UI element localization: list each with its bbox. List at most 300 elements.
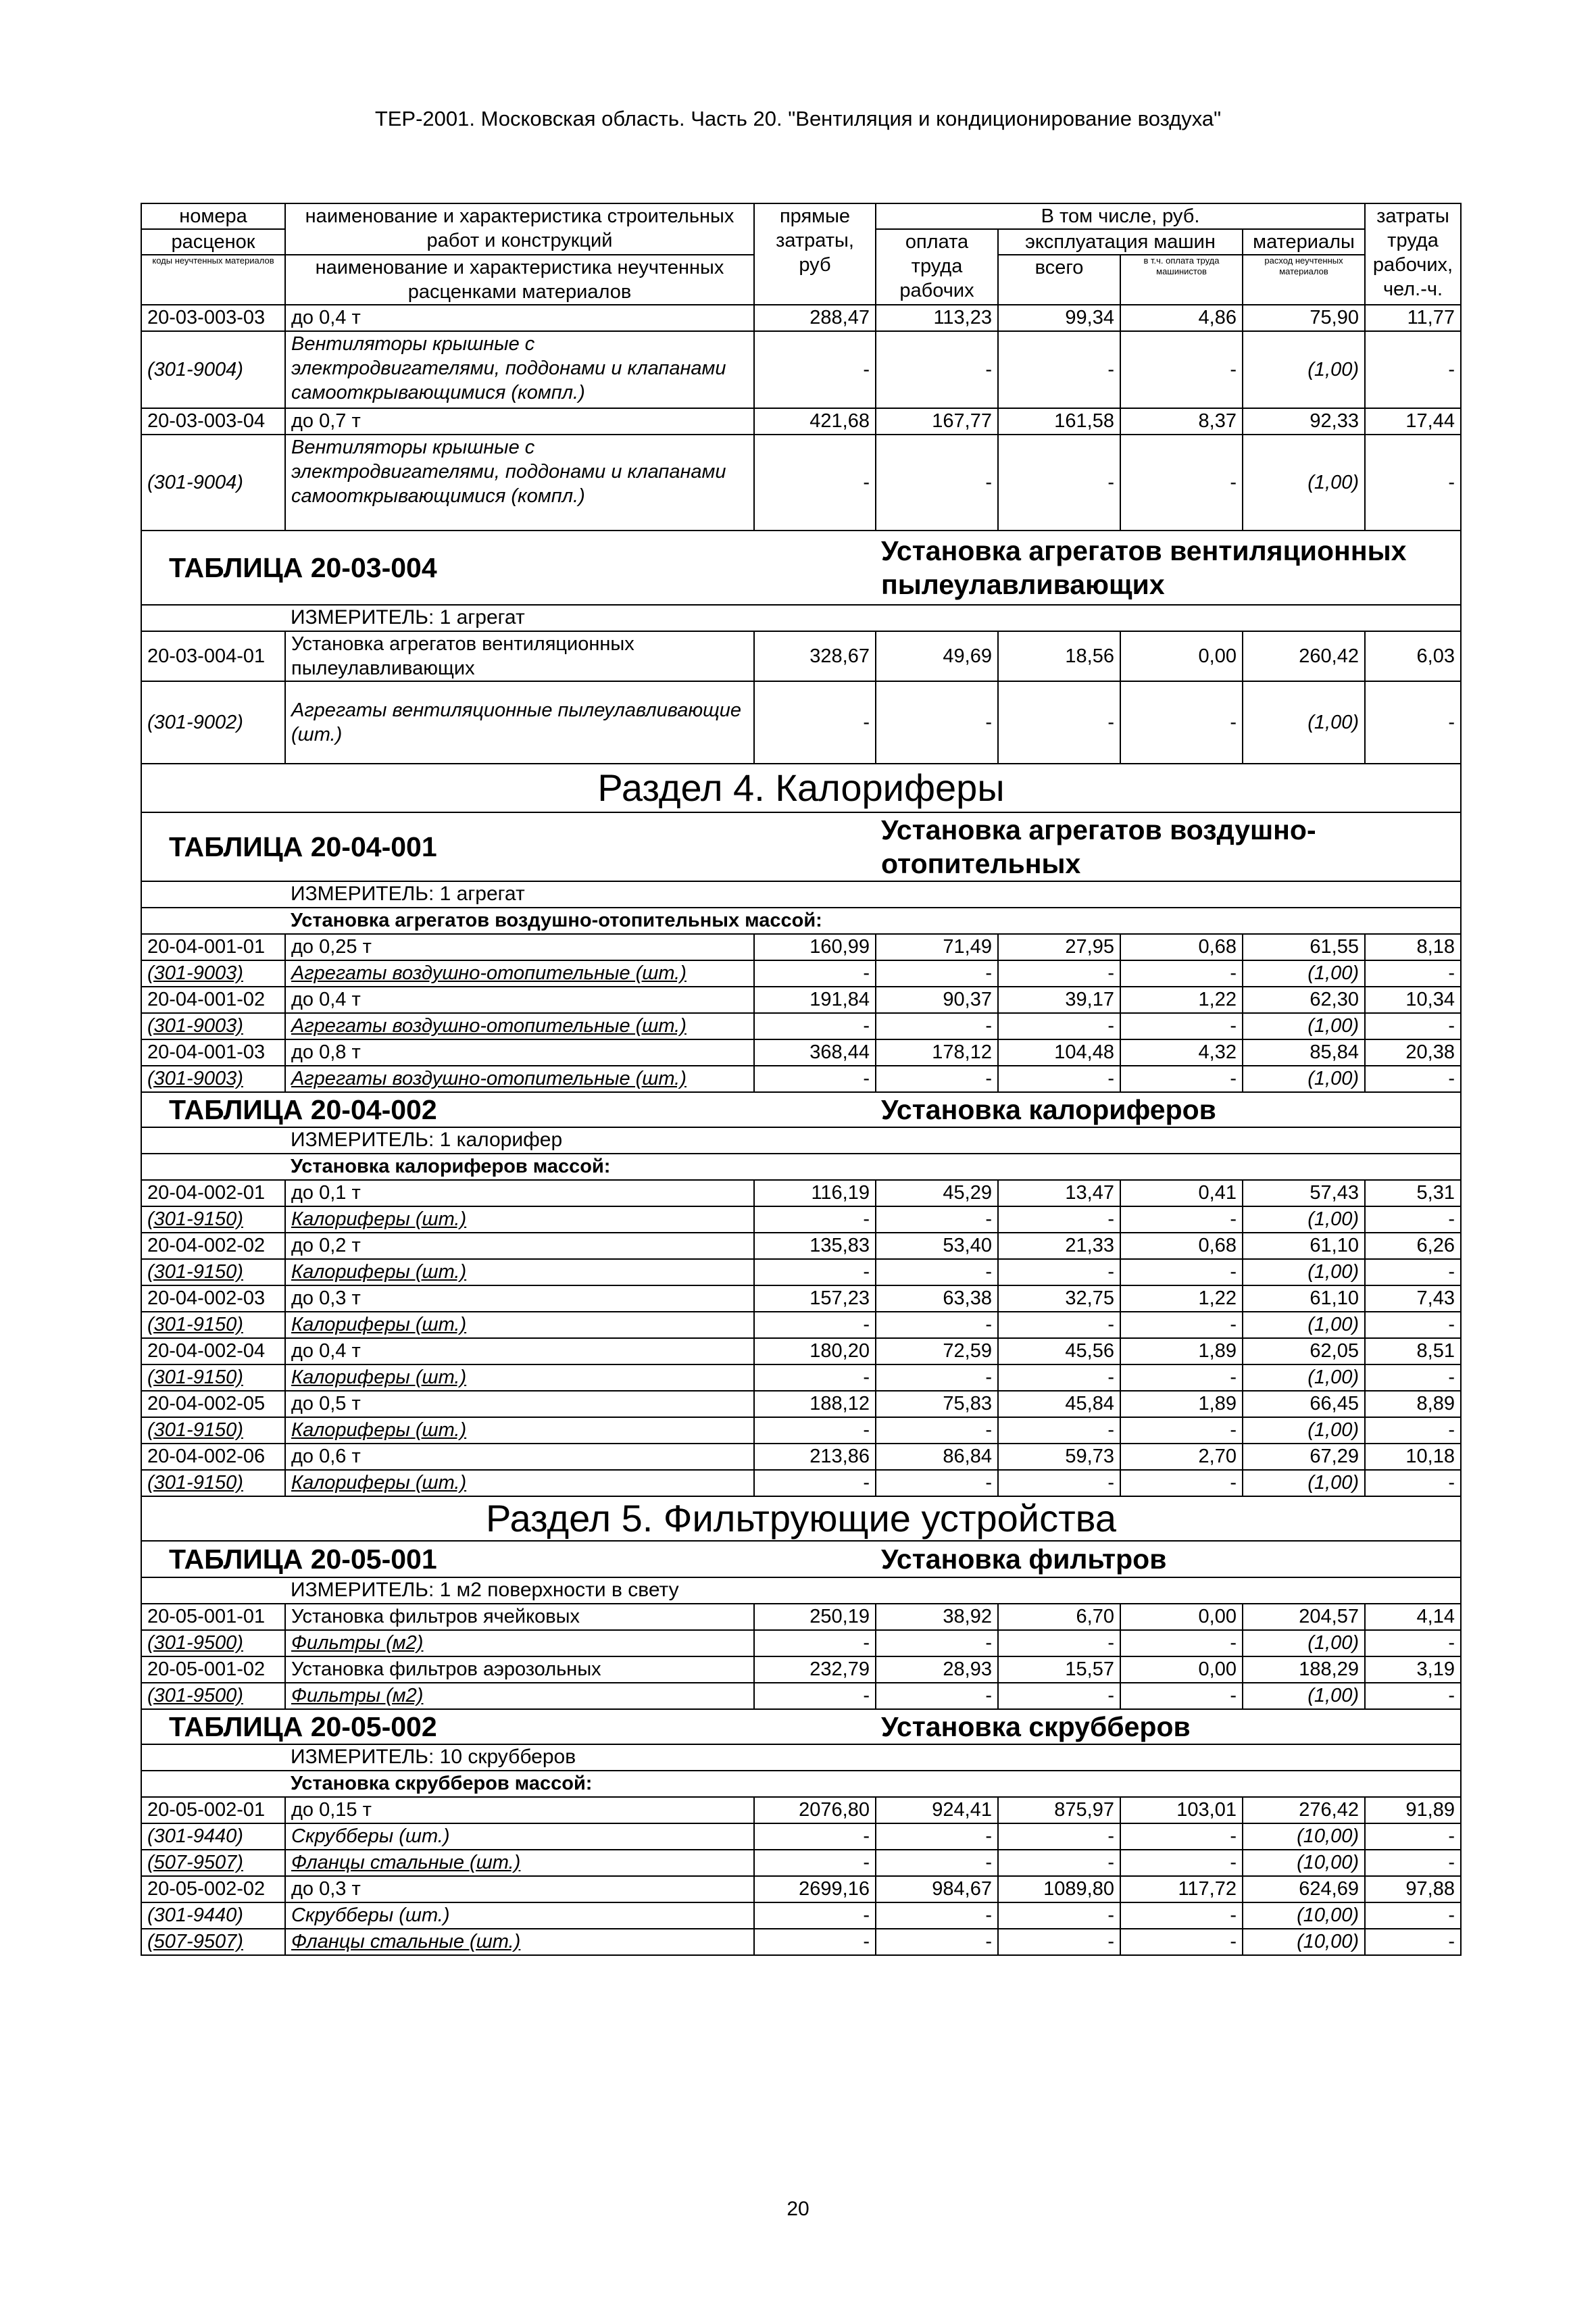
- table-cell: Фланцы стальные (шт.): [285, 1850, 754, 1876]
- table-cell: 7,43: [1365, 1285, 1461, 1312]
- col-labor-cost: затраты труда рабочих, чел.-ч.: [1365, 203, 1461, 305]
- material-row: [141, 1312, 1461, 1338]
- table-cell: (301-9440): [141, 1902, 285, 1929]
- table-cell: 20-03-004-01: [141, 631, 285, 681]
- rate-row: [141, 1604, 1461, 1630]
- table-cell: Вентиляторы крышные с электродвигателями, поддонами и клапанами самооткрывающимися (компл.): [285, 435, 754, 531]
- table-caption: Установка калориферов: [876, 1092, 1461, 1127]
- material-row: [141, 1066, 1461, 1092]
- table-cell: ИЗМЕРИТЕЛЬ: 1 м2 поверхности в свету: [285, 1577, 1461, 1604]
- table-cell: 75,83: [876, 1391, 998, 1417]
- table-cell: (301-9004): [141, 331, 285, 408]
- table-cell: 0,00: [1120, 1604, 1243, 1630]
- table-cell: 57,43: [1243, 1180, 1365, 1206]
- meter-row: [141, 881, 1461, 908]
- table-cell: -: [876, 1902, 998, 1929]
- material-row: [141, 435, 1461, 531]
- table-cell: (301-9150): [141, 1470, 285, 1496]
- table-cell: [141, 1577, 285, 1604]
- table-title-row: [141, 812, 1461, 881]
- table-cell: (1,00): [1243, 1066, 1365, 1092]
- table-cell: -: [1365, 1823, 1461, 1850]
- material-row: [141, 960, 1461, 987]
- table-cell: 191,84: [754, 987, 876, 1013]
- table-cell: Калориферы (шт.): [285, 1470, 754, 1496]
- table-cell: -: [754, 1206, 876, 1233]
- table-cell: -: [754, 435, 876, 531]
- table-cell: до 0,8 т: [285, 1039, 754, 1066]
- table-cell: 0,41: [1120, 1180, 1243, 1206]
- table-cell: -: [754, 1850, 876, 1876]
- table-cell: 2,70: [1120, 1444, 1243, 1470]
- table-cell: 45,29: [876, 1180, 998, 1206]
- material-row: [141, 1902, 1461, 1929]
- table-cell: до 0,6 т: [285, 1444, 754, 1470]
- table-cell: 75,90: [1243, 305, 1365, 331]
- table-cell: 67,29: [1243, 1444, 1365, 1470]
- table-cell: 276,42: [1243, 1797, 1365, 1823]
- table-cell: -: [754, 1312, 876, 1338]
- rate-row: [141, 1876, 1461, 1902]
- table-cell: 204,57: [1243, 1604, 1365, 1630]
- rate-row: [141, 1233, 1461, 1259]
- table-cell: -: [754, 1929, 876, 1955]
- table-cell: -: [1120, 1823, 1243, 1850]
- table-cell: 18,56: [998, 631, 1120, 681]
- material-row: [141, 1013, 1461, 1039]
- col-machines: эксплуатация машин: [998, 229, 1243, 255]
- section-title: Раздел 4. Калориферы: [141, 764, 1461, 812]
- table-cell: -: [1120, 1902, 1243, 1929]
- table-cell: -: [998, 1364, 1120, 1391]
- table-cell: 8,18: [1365, 934, 1461, 960]
- table-cell: 8,37: [1120, 408, 1243, 435]
- table-cell: Установка фильтров ячейковых: [285, 1604, 754, 1630]
- material-row: [141, 1929, 1461, 1955]
- table-cell: -: [754, 960, 876, 987]
- table-cell: 2076,80: [754, 1797, 876, 1823]
- table-cell: -: [1365, 1259, 1461, 1285]
- table-cell: -: [1120, 1364, 1243, 1391]
- col-code-top: номера: [141, 203, 285, 229]
- table-cell: -: [876, 1417, 998, 1444]
- table-cell: (507-9507): [141, 1929, 285, 1955]
- table-cell: -: [1365, 435, 1461, 531]
- table-cell: 92,33: [1243, 408, 1365, 435]
- material-row: [141, 681, 1461, 764]
- table-cell: Фильтры (м2): [285, 1683, 754, 1709]
- rates-table: [141, 203, 1462, 1956]
- table-cell: 90,37: [876, 987, 998, 1013]
- table-cell: -: [876, 1259, 998, 1285]
- table-cell: до 0,5 т: [285, 1391, 754, 1417]
- meter-row: [141, 605, 1461, 631]
- table-cell: 21,33: [998, 1233, 1120, 1259]
- table-cell: (1,00): [1243, 435, 1365, 531]
- table-cell: 20-04-001-02: [141, 987, 285, 1013]
- table-cell: 62,30: [1243, 987, 1365, 1013]
- table-cell: (1,00): [1243, 1206, 1365, 1233]
- table-header: [141, 203, 1461, 229]
- table-cell: (1,00): [1243, 1630, 1365, 1656]
- table-cell: до 0,15 т: [285, 1797, 754, 1823]
- table-cell: 6,70: [998, 1604, 1120, 1630]
- table-cell: 328,67: [754, 631, 876, 681]
- table-cell: до 0,4 т: [285, 1338, 754, 1364]
- rate-row: [141, 1039, 1461, 1066]
- table-title-row: [141, 1092, 1461, 1127]
- table-cell: (1,00): [1243, 1417, 1365, 1444]
- table-cell: 10,18: [1365, 1444, 1461, 1470]
- table-cell: 161,58: [998, 408, 1120, 435]
- table-cell: (1,00): [1243, 1312, 1365, 1338]
- table-cell: Агрегаты воздушно-отопительные (шт.): [285, 1066, 754, 1092]
- table-cell: 20-05-002-01: [141, 1797, 285, 1823]
- table-cell: (1,00): [1243, 331, 1365, 408]
- table-cell: 232,79: [754, 1656, 876, 1683]
- rate-row: [141, 1444, 1461, 1470]
- table-cell: -: [1365, 1850, 1461, 1876]
- table-cell: -: [1365, 1364, 1461, 1391]
- rate-row: [141, 1338, 1461, 1364]
- table-cell: -: [876, 1206, 998, 1233]
- table-cell: 99,34: [998, 305, 1120, 331]
- table-cell: -: [1365, 331, 1461, 408]
- table-cell: до 0,1 т: [285, 1180, 754, 1206]
- col-code-mid: расценок: [141, 229, 285, 255]
- table-cell: 20-04-001-01: [141, 934, 285, 960]
- table-cell: 4,14: [1365, 1604, 1461, 1630]
- table-cell: 32,75: [998, 1285, 1120, 1312]
- table-cell: 5,31: [1365, 1180, 1461, 1206]
- table-cell: -: [1365, 681, 1461, 764]
- table-cell: Установка агрегатов воздушно-отопительных массой:: [285, 908, 1461, 934]
- table-cell: [141, 1744, 285, 1771]
- table-cell: 20-04-002-06: [141, 1444, 285, 1470]
- table-cell: -: [998, 1312, 1120, 1338]
- table-cell: -: [998, 1929, 1120, 1955]
- table-cell: Калориферы (шт.): [285, 1417, 754, 1444]
- table-cell: [141, 908, 285, 934]
- table-cell: (1,00): [1243, 1470, 1365, 1496]
- table-cell: -: [754, 1066, 876, 1092]
- table-cell: -: [1120, 1206, 1243, 1233]
- table-cell: (301-9440): [141, 1823, 285, 1850]
- material-row: [141, 1850, 1461, 1876]
- table-cell: -: [998, 1902, 1120, 1929]
- table-cell: ИЗМЕРИТЕЛЬ: 1 агрегат: [285, 605, 1461, 631]
- table-cell: -: [754, 1630, 876, 1656]
- table-cell: -: [754, 1823, 876, 1850]
- table-cell: -: [1120, 1312, 1243, 1338]
- table-cell: -: [1365, 1929, 1461, 1955]
- section-row: [141, 1496, 1461, 1541]
- table-cell: 178,12: [876, 1039, 998, 1066]
- col-labor-pay: оплата труда рабочих: [876, 229, 998, 305]
- table-cell: (1,00): [1243, 1259, 1365, 1285]
- table-cell: 0,00: [1120, 1656, 1243, 1683]
- page-header: ТЕР-2001. Московская область. Часть 20. "Вентиляция и кондиционирование воздуха": [374, 107, 1222, 130]
- table-cell: 117,72: [1120, 1876, 1243, 1902]
- table-cell: Фланцы стальные (шт.): [285, 1929, 754, 1955]
- table-cell: 17,44: [1365, 408, 1461, 435]
- table-cell: 1089,80: [998, 1876, 1120, 1902]
- table-cell: (10,00): [1243, 1929, 1365, 1955]
- table-cell: (10,00): [1243, 1850, 1365, 1876]
- table-cell: (507-9507): [141, 1850, 285, 1876]
- table-cell: -: [1120, 1259, 1243, 1285]
- table-cell: -: [1120, 1683, 1243, 1709]
- table-title-row: [141, 1709, 1461, 1744]
- table-cell: 116,19: [754, 1180, 876, 1206]
- table-title-row: [141, 531, 1461, 605]
- table-cell: [141, 1127, 285, 1154]
- table-cell: -: [754, 1470, 876, 1496]
- table-cell: (301-9500): [141, 1683, 285, 1709]
- table-cell: -: [998, 1013, 1120, 1039]
- table-cell: (1,00): [1243, 1683, 1365, 1709]
- table-cell: 20-03-003-03: [141, 305, 285, 331]
- table-cell: -: [1120, 435, 1243, 531]
- table-cell: -: [1120, 1470, 1243, 1496]
- table-caption: Установка агрегатов воздушно-отопительных: [876, 812, 1461, 881]
- table-cell: Скрубберы (шт.): [285, 1823, 754, 1850]
- table-cell: 20-05-001-01: [141, 1604, 285, 1630]
- material-row: [141, 1683, 1461, 1709]
- table-cell: 91,89: [1365, 1797, 1461, 1823]
- table-title-row: [141, 1541, 1461, 1577]
- table-cell: 61,10: [1243, 1285, 1365, 1312]
- material-row: [141, 1630, 1461, 1656]
- rate-row: [141, 631, 1461, 681]
- table-cell: -: [754, 1417, 876, 1444]
- table-cell: 20-05-001-02: [141, 1656, 285, 1683]
- table-cell: 250,19: [754, 1604, 876, 1630]
- material-row: [141, 1417, 1461, 1444]
- table-cell: 59,73: [998, 1444, 1120, 1470]
- table-cell: -: [876, 1630, 998, 1656]
- table-cell: (301-9500): [141, 1630, 285, 1656]
- col-direct: прямые затраты, руб: [754, 203, 876, 305]
- table-caption: Установка агрегатов вентиляционных пылеулавливающих: [876, 531, 1461, 605]
- table-cell: -: [998, 960, 1120, 987]
- table-cell: 53,40: [876, 1233, 998, 1259]
- table-cell: [141, 1771, 285, 1797]
- table-cell: 180,20: [754, 1338, 876, 1364]
- table-cell: [141, 1154, 285, 1180]
- table-cell: -: [754, 331, 876, 408]
- table-cell: 45,56: [998, 1338, 1120, 1364]
- col-machines-incl: в т.ч. оплата труда машинистов: [1120, 255, 1243, 305]
- table-cell: -: [876, 1312, 998, 1338]
- table-cell: 8,89: [1365, 1391, 1461, 1417]
- table-cell: (301-9150): [141, 1364, 285, 1391]
- col-materials: материалы: [1243, 229, 1365, 255]
- table-cell: 10,34: [1365, 987, 1461, 1013]
- table-cell: -: [1120, 331, 1243, 408]
- table-cell: (301-9002): [141, 681, 285, 764]
- rate-row: [141, 1656, 1461, 1683]
- table-cell: ИЗМЕРИТЕЛЬ: 1 агрегат: [285, 881, 1461, 908]
- table-cell: Фильтры (м2): [285, 1630, 754, 1656]
- table-cell: 368,44: [754, 1039, 876, 1066]
- table-cell: 61,10: [1243, 1233, 1365, 1259]
- table-cell: 160,99: [754, 934, 876, 960]
- material-row: [141, 1364, 1461, 1391]
- table-cell: Агрегаты воздушно-отопительные (шт.): [285, 1013, 754, 1039]
- table-cell: 39,17: [998, 987, 1120, 1013]
- group-row: [141, 1154, 1461, 1180]
- table-cell: 38,92: [876, 1604, 998, 1630]
- table-cell: 924,41: [876, 1797, 998, 1823]
- table-caption: Установка скрубберов: [876, 1709, 1461, 1744]
- table-cell: 20,38: [1365, 1039, 1461, 1066]
- rate-row: [141, 305, 1461, 331]
- col-name-sub: наименование и характеристика неучтенных расценками материалов: [285, 255, 754, 305]
- table-cell: Калориферы (шт.): [285, 1364, 754, 1391]
- table-cell: -: [754, 1364, 876, 1391]
- table-cell: (1,00): [1243, 681, 1365, 764]
- table-cell: -: [998, 1417, 1120, 1444]
- table-cell: -: [1365, 1630, 1461, 1656]
- table-cell: -: [1120, 1630, 1243, 1656]
- table-cell: -: [876, 1364, 998, 1391]
- table-cell: 188,29: [1243, 1656, 1365, 1683]
- rate-row: [141, 934, 1461, 960]
- page-number: 20: [787, 2198, 809, 2220]
- table-cell: -: [876, 681, 998, 764]
- table-cell: 421,68: [754, 408, 876, 435]
- material-row: [141, 1823, 1461, 1850]
- table-cell: 49,69: [876, 631, 998, 681]
- col-materials-sub: расход неучтенных материалов: [1243, 255, 1365, 305]
- table-cell: -: [998, 1066, 1120, 1092]
- rate-row: [141, 1180, 1461, 1206]
- group-row: [141, 908, 1461, 934]
- table-cell: 6,03: [1365, 631, 1461, 681]
- table-title: ТАБЛИЦА 20-04-001: [141, 812, 876, 881]
- table-cell: [141, 605, 285, 631]
- col-name-top: наименование и характеристика строительных работ и конструкций: [285, 203, 754, 255]
- table-cell: 1,22: [1120, 987, 1243, 1013]
- table-cell: -: [1365, 1066, 1461, 1092]
- table-cell: 188,12: [754, 1391, 876, 1417]
- table-cell: 135,83: [754, 1233, 876, 1259]
- table-cell: 875,97: [998, 1797, 1120, 1823]
- table-cell: 288,47: [754, 305, 876, 331]
- table-cell: -: [1120, 1013, 1243, 1039]
- table-cell: 71,49: [876, 934, 998, 960]
- table-cell: ИЗМЕРИТЕЛЬ: 1 калорифер: [285, 1127, 1461, 1154]
- table-cell: Калориферы (шт.): [285, 1206, 754, 1233]
- table-cell: -: [1120, 1929, 1243, 1955]
- section-title: Раздел 5. Фильтрующие устройства: [141, 1496, 1461, 1541]
- table-cell: -: [1365, 1902, 1461, 1929]
- table-cell: 2699,16: [754, 1876, 876, 1902]
- section-row: [141, 764, 1461, 812]
- table-cell: 20-04-002-02: [141, 1233, 285, 1259]
- rate-row: [141, 1285, 1461, 1312]
- table-cell: -: [1365, 1683, 1461, 1709]
- table-cell: 28,93: [876, 1656, 998, 1683]
- table-cell: (10,00): [1243, 1823, 1365, 1850]
- table-cell: (1,00): [1243, 1013, 1365, 1039]
- material-row: [141, 1206, 1461, 1233]
- table-cell: 86,84: [876, 1444, 998, 1470]
- table-cell: 0,68: [1120, 934, 1243, 960]
- table-cell: до 0,3 т: [285, 1285, 754, 1312]
- table-cell: 20-04-002-03: [141, 1285, 285, 1312]
- table-cell: Установка скрубберов массой:: [285, 1771, 1461, 1797]
- table-cell: (301-9150): [141, 1417, 285, 1444]
- table-cell: Установка фильтров аэрозольных: [285, 1656, 754, 1683]
- group-row: [141, 1771, 1461, 1797]
- table-cell: 62,05: [1243, 1338, 1365, 1364]
- table-cell: -: [998, 1259, 1120, 1285]
- table-cell: 97,88: [1365, 1876, 1461, 1902]
- table-cell: -: [1365, 1206, 1461, 1233]
- table-cell: -: [876, 1470, 998, 1496]
- table-cell: Скрубберы (шт.): [285, 1902, 754, 1929]
- table-cell: -: [1120, 1850, 1243, 1876]
- table-cell: до 0,2 т: [285, 1233, 754, 1259]
- table-cell: 213,86: [754, 1444, 876, 1470]
- col-incl: В том числе, руб.: [876, 203, 1365, 229]
- table-cell: -: [1365, 960, 1461, 987]
- table-cell: -: [754, 1683, 876, 1709]
- table-cell: -: [998, 1470, 1120, 1496]
- table-cell: 4,86: [1120, 305, 1243, 331]
- table-cell: 167,77: [876, 408, 998, 435]
- table-cell: -: [876, 1013, 998, 1039]
- material-row: [141, 1259, 1461, 1285]
- table-cell: -: [998, 1850, 1120, 1876]
- table-cell: -: [876, 1850, 998, 1876]
- table-title: ТАБЛИЦА 20-03-004: [141, 531, 876, 605]
- rate-row: [141, 987, 1461, 1013]
- table-cell: -: [1120, 681, 1243, 764]
- table-cell: 4,32: [1120, 1039, 1243, 1066]
- table-cell: до 0,4 т: [285, 305, 754, 331]
- table-cell: до 0,7 т: [285, 408, 754, 435]
- table-cell: 1,22: [1120, 1285, 1243, 1312]
- table-cell: (10,00): [1243, 1902, 1365, 1929]
- table-cell: 984,67: [876, 1876, 998, 1902]
- table-caption: Установка фильтров: [876, 1541, 1461, 1577]
- meter-row: [141, 1127, 1461, 1154]
- table-cell: 1,89: [1120, 1391, 1243, 1417]
- table-cell: до 0,25 т: [285, 934, 754, 960]
- table-cell: Агрегаты воздушно-отопительные (шт.): [285, 960, 754, 987]
- table-cell: 20-05-002-02: [141, 1876, 285, 1902]
- table-cell: -: [1120, 1066, 1243, 1092]
- col-machines-total: всего: [998, 255, 1120, 305]
- table-cell: 45,84: [998, 1391, 1120, 1417]
- table-cell: 66,45: [1243, 1391, 1365, 1417]
- table-cell: 0,00: [1120, 631, 1243, 681]
- table-cell: (301-9003): [141, 960, 285, 987]
- table-cell: 85,84: [1243, 1039, 1365, 1066]
- table-cell: -: [754, 681, 876, 764]
- table-cell: (301-9150): [141, 1206, 285, 1233]
- table-cell: 61,55: [1243, 934, 1365, 960]
- table-cell: Агрегаты вентиляционные пылеулавливающие (шт.): [285, 681, 754, 764]
- table-cell: 6,26: [1365, 1233, 1461, 1259]
- table-cell: 157,23: [754, 1285, 876, 1312]
- table-cell: 20-04-002-01: [141, 1180, 285, 1206]
- rate-row: [141, 1391, 1461, 1417]
- table-cell: 15,57: [998, 1656, 1120, 1683]
